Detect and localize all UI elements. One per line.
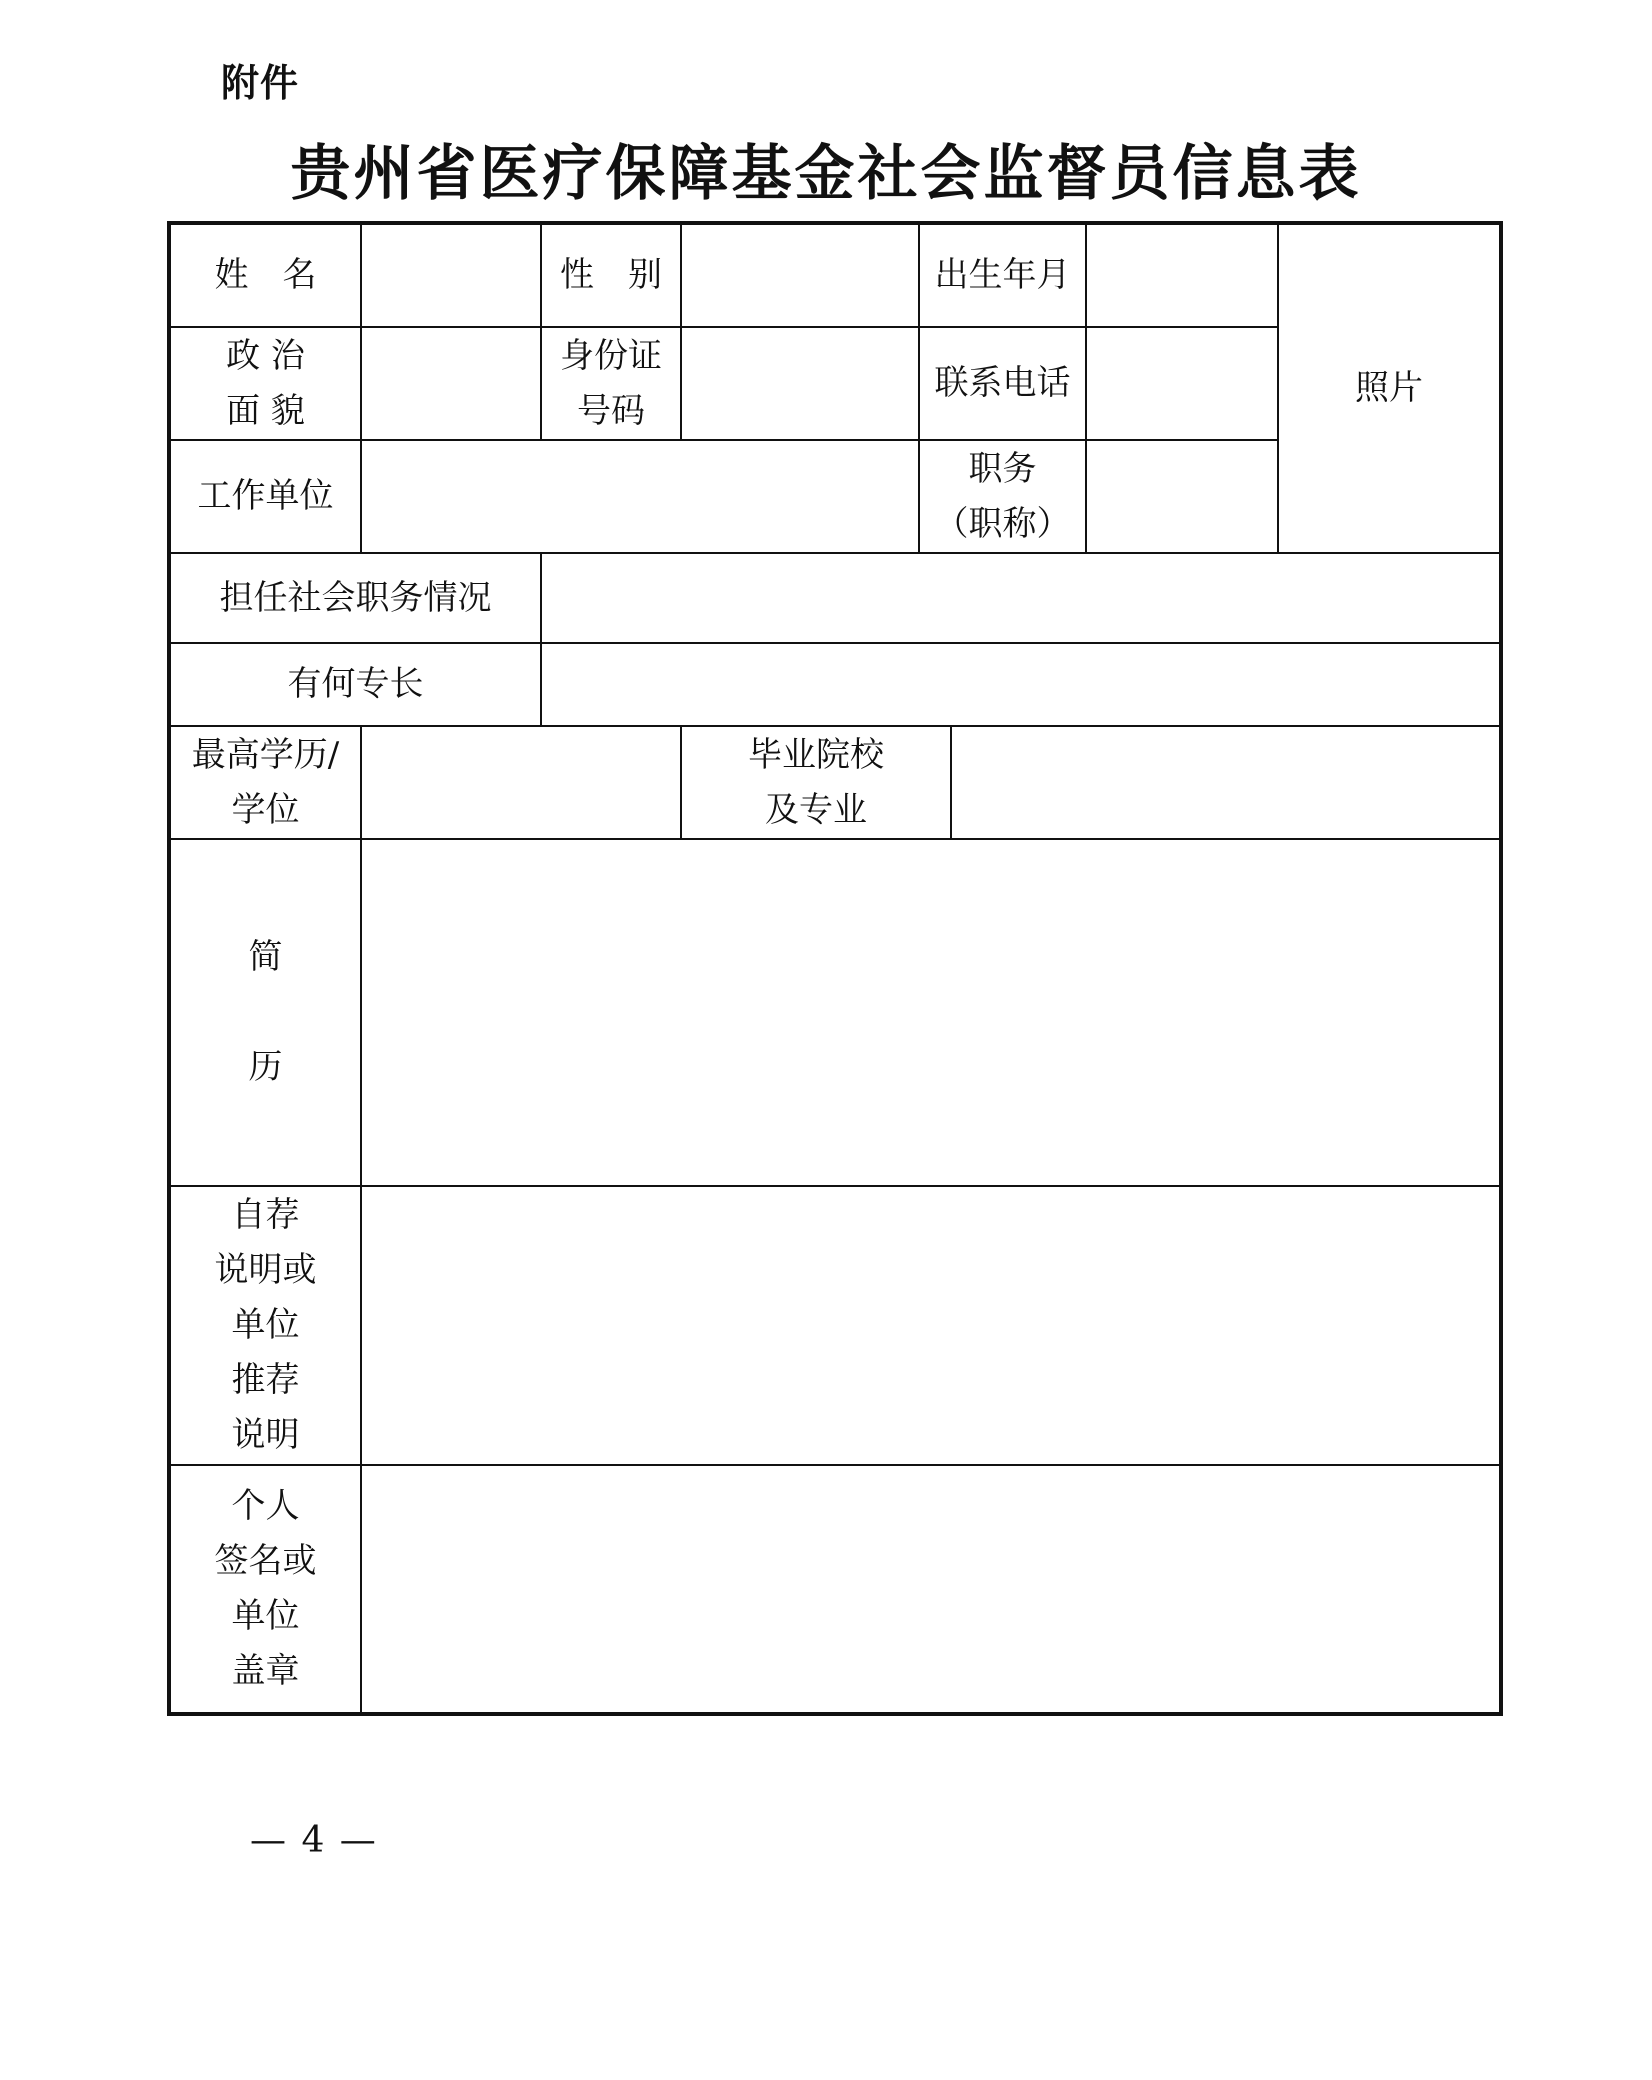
education-field[interactable] xyxy=(362,727,680,838)
position-field[interactable] xyxy=(1087,441,1277,552)
school-field[interactable] xyxy=(952,727,1499,838)
info-form-table xyxy=(167,221,1503,1716)
id-number-label: 身份证 号码 xyxy=(560,335,662,431)
name-field[interactable] xyxy=(362,225,540,326)
specialty-field[interactable] xyxy=(542,644,1499,725)
birth-field[interactable] xyxy=(1087,225,1277,326)
resume-field[interactable] xyxy=(362,840,1499,1185)
form-title: 贵州省医疗保障基金社会监督员信息表 xyxy=(290,139,1362,209)
recommendation-field[interactable] xyxy=(362,1187,1499,1464)
education-label: 最高学历/ 学位 xyxy=(191,734,340,830)
gender-label: 性 别 xyxy=(560,255,662,295)
work-unit-field[interactable] xyxy=(362,441,918,552)
signature-field[interactable] xyxy=(362,1466,1499,1712)
phone-field[interactable] xyxy=(1087,328,1277,439)
political-field[interactable] xyxy=(362,328,540,439)
attachment-label: 附件 xyxy=(221,61,300,105)
signature-label: 个人 签名或 单位 盖章 xyxy=(214,1486,317,1691)
gender-field[interactable] xyxy=(682,225,918,326)
school-label: 毕业院校 及专业 xyxy=(748,734,884,830)
political-label: 政 治 面 貌 xyxy=(226,335,305,431)
page-number: — 4 — xyxy=(250,1820,378,1861)
recommendation-label: 自荐 说明或 单位 推荐 说明 xyxy=(214,1195,317,1455)
birth-label: 出生年月 xyxy=(934,255,1071,295)
social-role-field[interactable] xyxy=(542,554,1499,642)
work-unit-label: 工作单位 xyxy=(197,476,334,516)
position-label: 职务 （职称） xyxy=(934,448,1071,544)
resume-label: 简 历 xyxy=(248,937,283,1087)
name-label: 姓 名 xyxy=(214,255,317,295)
specialty-label: 有何专长 xyxy=(287,664,424,704)
phone-label: 联系电话 xyxy=(934,363,1071,403)
photo-box[interactable]: 照片 xyxy=(1355,368,1423,408)
id-number-field[interactable] xyxy=(682,328,918,439)
social-role-label: 担任社会职务情况 xyxy=(219,577,492,618)
